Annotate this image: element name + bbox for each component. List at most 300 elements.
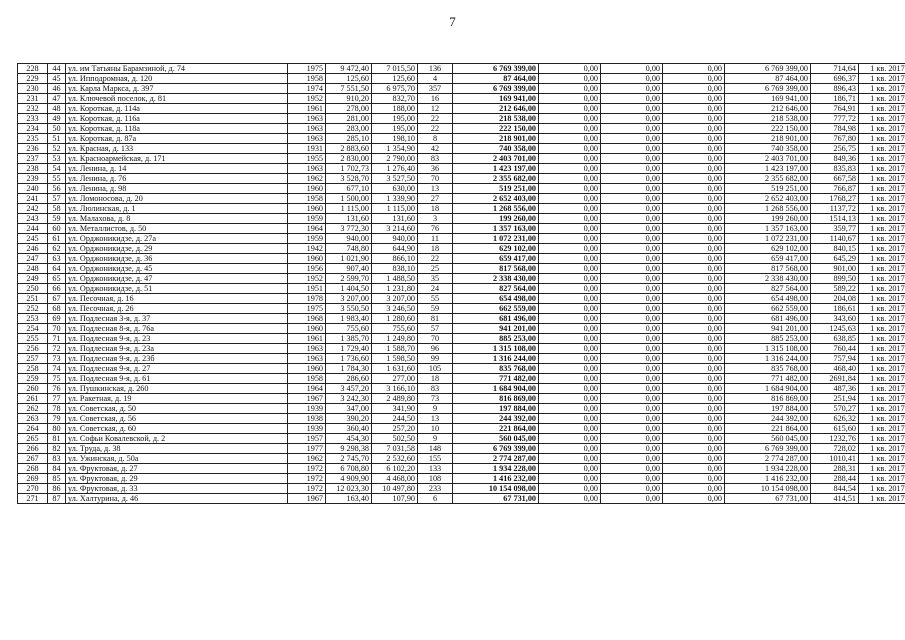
cell-owners-cost: 0,00 [663,194,725,204]
cell-owners-cost: 0,00 [663,134,725,144]
cell-fund-cost: 0,00 [539,114,601,124]
cell-cost-per-sqm: 728,02 [811,444,859,454]
cell-build-year: 1963 [288,134,326,144]
cell-local-number: 54 [48,164,66,174]
cell-cost-per-sqm: 589,22 [811,284,859,294]
cell-build-year: 1972 [288,464,326,474]
cell-cost-per-sqm: 186,61 [811,304,859,314]
cell-living-area: 940,00 [372,234,418,244]
table-row [18,254,905,264]
cell-residents: 25 [418,264,453,274]
cell-other-cost: 199 260,00 [725,214,811,224]
cell-address: ул. Малахова, д. 8 [66,214,288,224]
cell-living-area: 131,60 [372,214,418,224]
cell-cost-per-sqm: 1245,63 [811,324,859,334]
cell-address: ул. Подлесная 9-я, д. 23 [66,334,288,344]
cell-cost-per-sqm: 844,54 [811,484,859,494]
cell-owners-cost: 0,00 [663,104,725,114]
cell-total-area: 3 457,20 [326,384,372,394]
cell-local-number: 74 [48,364,66,374]
cell-total-cost: 629 102,00 [453,244,539,254]
cell-address: ул. Подлесная 9-я, д. 23б [66,354,288,364]
cell-fund-cost: 0,00 [539,154,601,164]
cell-build-year: 1939 [288,404,326,414]
table-row [18,364,905,374]
table-row [18,144,905,154]
cell-fund-cost: 0,00 [539,174,601,184]
cell-cost-per-sqm: 1010,41 [811,454,859,464]
cell-address: ул. Карла Маркса, д. 397 [66,84,288,94]
cell-row-number: 255 [18,334,48,344]
table-row [18,194,905,204]
cell-row-number: 259 [18,374,48,384]
cell-build-year: 1967 [288,394,326,404]
cell-total-cost: 771 482,00 [453,374,539,384]
cell-deadline: 1 кв. 2017 [859,124,905,134]
cell-budget-cost: 0,00 [601,444,663,454]
cell-row-number: 251 [18,294,48,304]
cell-budget-cost: 0,00 [601,354,663,364]
cell-address: ул. Ипподромная, д. 120 [66,74,288,84]
cell-other-cost: 67 731,00 [725,494,811,504]
cell-total-cost: 659 417,00 [453,254,539,264]
cell-fund-cost: 0,00 [539,194,601,204]
cell-total-area: 4 909,90 [326,474,372,484]
cell-total-cost: 218 901,00 [453,134,539,144]
cell-other-cost: 222 150,00 [725,124,811,134]
cell-total-cost: 835 768,00 [453,364,539,374]
cell-build-year: 1952 [288,274,326,284]
cell-local-number: 67 [48,294,66,304]
cell-living-area: 502,50 [372,434,418,444]
cell-residents: 6 [418,494,453,504]
cell-deadline: 1 кв. 2017 [859,114,905,124]
cell-residents: 105 [418,364,453,374]
cell-total-area: 677,10 [326,184,372,194]
cell-deadline: 1 кв. 2017 [859,154,905,164]
cell-budget-cost: 0,00 [601,184,663,194]
cell-total-area: 7 551,50 [326,84,372,94]
cell-cost-per-sqm: 2691,84 [811,374,859,384]
cell-fund-cost: 0,00 [539,74,601,84]
cell-fund-cost: 0,00 [539,474,601,484]
cell-residents: 22 [418,124,453,134]
cell-fund-cost: 0,00 [539,494,601,504]
cell-other-cost: 1 315 108,00 [725,344,811,354]
cell-total-cost: 1 423 197,00 [453,164,539,174]
cell-cost-per-sqm: 256,75 [811,144,859,154]
cell-total-cost: 827 564,00 [453,284,539,294]
cell-build-year: 1972 [288,484,326,494]
cell-cost-per-sqm: 766,87 [811,184,859,194]
table-row [18,164,905,174]
cell-cost-per-sqm: 896,43 [811,84,859,94]
cell-row-number: 253 [18,314,48,324]
cell-residents: 35 [418,274,453,284]
table-row [18,74,905,84]
cell-other-cost: 1 423 197,00 [725,164,811,174]
cell-cost-per-sqm: 615,60 [811,424,859,434]
cell-build-year: 1978 [288,294,326,304]
table-row [18,134,905,144]
cell-total-cost: 1 315 108,00 [453,344,539,354]
cell-budget-cost: 0,00 [601,74,663,84]
cell-total-cost: 1 072 231,00 [453,234,539,244]
cell-total-area: 9 472,40 [326,64,372,74]
cell-other-cost: 218 901,00 [725,134,811,144]
cell-total-area: 2 883,60 [326,144,372,154]
cell-cost-per-sqm: 343,60 [811,314,859,324]
cell-address: ул. Фруктовая, д. 33 [66,484,288,494]
cell-living-area: 1 598,50 [372,354,418,364]
cell-living-area: 2 532,60 [372,454,418,464]
cell-total-area: 3 207,00 [326,294,372,304]
cell-fund-cost: 0,00 [539,264,601,274]
cell-address: ул. Короткая, д. 116а [66,114,288,124]
table-row [18,94,905,104]
cell-fund-cost: 0,00 [539,464,601,474]
cell-residents: 133 [418,464,453,474]
cell-residents: 18 [418,374,453,384]
cell-living-area: 10 497,80 [372,484,418,494]
cell-deadline: 1 кв. 2017 [859,234,905,244]
cell-deadline: 1 кв. 2017 [859,254,905,264]
cell-fund-cost: 0,00 [539,484,601,494]
cell-cost-per-sqm: 835,83 [811,164,859,174]
cell-budget-cost: 0,00 [601,264,663,274]
cell-residents: 83 [418,154,453,164]
cell-residents: 18 [418,244,453,254]
cell-living-area: 1 276,40 [372,164,418,174]
cell-deadline: 1 кв. 2017 [859,314,905,324]
cell-budget-cost: 0,00 [601,234,663,244]
cell-living-area: 1 280,60 [372,314,418,324]
cell-build-year: 1959 [288,234,326,244]
cell-owners-cost: 0,00 [663,464,725,474]
cell-living-area: 6 975,70 [372,84,418,94]
cell-build-year: 1963 [288,164,326,174]
cell-budget-cost: 0,00 [601,144,663,154]
cell-living-area: 198,10 [372,134,418,144]
cell-other-cost: 835 768,00 [725,364,811,374]
cell-total-area: 285,10 [326,134,372,144]
cell-living-area: 3 166,10 [372,384,418,394]
cell-total-cost: 2 355 682,00 [453,174,539,184]
table-row [18,384,905,394]
cell-address: ул. Подлесная 8-я, д. 76а [66,324,288,334]
cell-address: ул. Ужинская, д. 50а [66,454,288,464]
table-row [18,64,905,74]
cell-build-year: 1958 [288,74,326,84]
cell-local-number: 69 [48,314,66,324]
cell-local-number: 81 [48,434,66,444]
cell-local-number: 86 [48,484,66,494]
cell-local-number: 55 [48,174,66,184]
cell-row-number: 249 [18,274,48,284]
cell-living-area: 107,90 [372,494,418,504]
cell-local-number: 79 [48,414,66,424]
cell-row-number: 254 [18,324,48,334]
cell-build-year: 1963 [288,124,326,134]
cell-total-cost: 2 403 701,00 [453,154,539,164]
cell-residents: 36 [418,164,453,174]
cell-other-cost: 659 417,00 [725,254,811,264]
cell-address: ул. Ракетная, д. 19 [66,394,288,404]
cell-address: ул. Красноармейская, д. 171 [66,154,288,164]
cell-build-year: 1951 [288,284,326,294]
cell-owners-cost: 0,00 [663,394,725,404]
cell-deadline: 1 кв. 2017 [859,374,905,384]
cell-living-area: 1 354,90 [372,144,418,154]
cell-local-number: 59 [48,214,66,224]
cell-cost-per-sqm: 764,91 [811,104,859,114]
cell-owners-cost: 0,00 [663,494,725,504]
cell-fund-cost: 0,00 [539,164,601,174]
cell-local-number: 73 [48,354,66,364]
cell-address: ул. Орджоникидзе, д. 47 [66,274,288,284]
cell-build-year: 1958 [288,374,326,384]
cell-local-number: 52 [48,144,66,154]
cell-budget-cost: 0,00 [601,424,663,434]
cell-fund-cost: 0,00 [539,144,601,154]
cell-owners-cost: 0,00 [663,414,725,424]
cell-other-cost: 1 934 228,00 [725,464,811,474]
cell-row-number: 250 [18,284,48,294]
cell-address: ул. Подлесная 9-я, д. 61 [66,374,288,384]
cell-deadline: 1 кв. 2017 [859,284,905,294]
cell-fund-cost: 0,00 [539,124,601,134]
cell-local-number: 46 [48,84,66,94]
cell-row-number: 258 [18,364,48,374]
cell-total-area: 163,40 [326,494,372,504]
cell-total-area: 125,60 [326,74,372,84]
cell-build-year: 1960 [288,184,326,194]
cell-row-number: 256 [18,344,48,354]
cell-deadline: 1 кв. 2017 [859,424,905,434]
cell-other-cost: 2 355 682,00 [725,174,811,184]
cell-owners-cost: 0,00 [663,424,725,434]
cell-total-area: 9 298,38 [326,444,372,454]
cell-address: ул. Пушкинская, д. 260 [66,384,288,394]
cell-row-number: 228 [18,64,48,74]
cell-total-cost: 662 559,00 [453,304,539,314]
cell-fund-cost: 0,00 [539,104,601,114]
cell-total-area: 1 115,00 [326,204,372,214]
cell-budget-cost: 0,00 [601,304,663,314]
cell-residents: 155 [418,454,453,464]
cell-deadline: 1 кв. 2017 [859,204,905,214]
cell-build-year: 1964 [288,224,326,234]
cell-budget-cost: 0,00 [601,134,663,144]
cell-other-cost: 654 498,00 [725,294,811,304]
cell-total-area: 910,20 [326,94,372,104]
table-row [18,294,905,304]
cell-row-number: 239 [18,174,48,184]
cell-total-cost: 221 864,00 [453,424,539,434]
cell-cost-per-sqm: 1768,27 [811,194,859,204]
cell-total-area: 131,60 [326,214,372,224]
table-row [18,104,905,114]
cell-row-number: 269 [18,474,48,484]
cell-address: ул. Орджоникидзе, д. 29 [66,244,288,254]
cell-total-area: 347,00 [326,404,372,414]
cell-total-area: 1 729,40 [326,344,372,354]
cell-cost-per-sqm: 204,08 [811,294,859,304]
table-row [18,84,905,94]
cell-build-year: 1952 [288,94,326,104]
cell-address: ул. Красная, д. 133 [66,144,288,154]
cell-total-area: 1 500,00 [326,194,372,204]
cell-owners-cost: 0,00 [663,154,725,164]
cell-address: ул. Ключевой поселок, д. 81 [66,94,288,104]
table-row [18,264,905,274]
cell-total-cost: 212 646,00 [453,104,539,114]
table-row [18,244,905,254]
cell-address: ул. Труда, д. 38 [66,444,288,454]
cell-residents: 83 [418,384,453,394]
table-row [18,464,905,474]
cell-living-area: 832,70 [372,94,418,104]
cell-deadline: 1 кв. 2017 [859,324,905,334]
cell-address: ул. Металлистов, д. 50 [66,224,288,234]
cell-fund-cost: 0,00 [539,424,601,434]
cell-total-cost: 67 731,00 [453,494,539,504]
cell-other-cost: 681 496,00 [725,314,811,324]
cell-total-cost: 740 358,00 [453,144,539,154]
cell-other-cost: 197 884,00 [725,404,811,414]
cell-total-cost: 654 498,00 [453,294,539,304]
cell-local-number: 66 [48,284,66,294]
cell-row-number: 267 [18,454,48,464]
table-row [18,284,905,294]
cell-address: ул. Подлесная 9-я, д. 27 [66,364,288,374]
cell-build-year: 1972 [288,474,326,484]
cell-fund-cost: 0,00 [539,384,601,394]
cell-budget-cost: 0,00 [601,464,663,474]
cell-fund-cost: 0,00 [539,84,601,94]
cell-local-number: 50 [48,124,66,134]
cell-budget-cost: 0,00 [601,384,663,394]
table-row [18,234,905,244]
cell-budget-cost: 0,00 [601,404,663,414]
cell-total-area: 1 784,30 [326,364,372,374]
cell-local-number: 72 [48,344,66,354]
cell-residents: 357 [418,84,453,94]
cell-total-area: 1 702,73 [326,164,372,174]
cell-total-area: 2 745,70 [326,454,372,464]
cell-row-number: 231 [18,94,48,104]
cell-cost-per-sqm: 757,94 [811,354,859,364]
cell-budget-cost: 0,00 [601,104,663,114]
cell-owners-cost: 0,00 [663,114,725,124]
cell-other-cost: 771 482,00 [725,374,811,384]
cell-build-year: 1963 [288,344,326,354]
table-row [18,154,905,164]
cell-other-cost: 2 774 287,00 [725,454,811,464]
cell-fund-cost: 0,00 [539,204,601,214]
cell-living-area: 125,60 [372,74,418,84]
cell-owners-cost: 0,00 [663,324,725,334]
table-row [18,374,905,384]
cell-deadline: 1 кв. 2017 [859,184,905,194]
cell-other-cost: 1 072 231,00 [725,234,811,244]
cell-living-area: 1 231,80 [372,284,418,294]
cell-total-cost: 2 774 287,00 [453,454,539,464]
cell-budget-cost: 0,00 [601,434,663,444]
cell-total-cost: 681 496,00 [453,314,539,324]
cell-build-year: 1957 [288,434,326,444]
cell-owners-cost: 0,00 [663,254,725,264]
cell-living-area: 195,00 [372,114,418,124]
cell-deadline: 1 кв. 2017 [859,144,905,154]
cell-deadline: 1 кв. 2017 [859,454,905,464]
table-row [18,204,905,214]
cell-residents: 10 [418,424,453,434]
cell-fund-cost: 0,00 [539,354,601,364]
cell-fund-cost: 0,00 [539,454,601,464]
cell-owners-cost: 0,00 [663,144,725,154]
cell-cost-per-sqm: 767,80 [811,134,859,144]
cell-fund-cost: 0,00 [539,364,601,374]
cell-owners-cost: 0,00 [663,474,725,484]
cell-owners-cost: 0,00 [663,234,725,244]
cell-living-area: 341,90 [372,404,418,414]
cell-fund-cost: 0,00 [539,274,601,284]
cell-row-number: 260 [18,384,48,394]
cell-residents: 233 [418,484,453,494]
cell-residents: 81 [418,314,453,324]
cell-row-number: 241 [18,194,48,204]
cell-budget-cost: 0,00 [601,324,663,334]
cell-fund-cost: 0,00 [539,284,601,294]
cell-cost-per-sqm: 840,15 [811,244,859,254]
cell-address: ул. Ленина, д. 76 [66,174,288,184]
cell-other-cost: 221 864,00 [725,424,811,434]
cell-other-cost: 1 416 232,00 [725,474,811,484]
cell-total-cost: 1 934 228,00 [453,464,539,474]
cell-residents: 99 [418,354,453,364]
cell-residents: 70 [418,334,453,344]
cell-other-cost: 1 684 904,00 [725,384,811,394]
cell-deadline: 1 кв. 2017 [859,104,905,114]
cell-budget-cost: 0,00 [601,124,663,134]
cell-cost-per-sqm: 667,58 [811,174,859,184]
cell-row-number: 237 [18,154,48,164]
cell-local-number: 51 [48,134,66,144]
cell-local-number: 83 [48,454,66,464]
cell-build-year: 1962 [288,454,326,464]
cell-living-area: 1 339,90 [372,194,418,204]
cell-cost-per-sqm: 784,98 [811,124,859,134]
cell-row-number: 271 [18,494,48,504]
cell-total-cost: 197 884,00 [453,404,539,414]
cell-living-area: 195,00 [372,124,418,134]
cell-total-area: 1 404,50 [326,284,372,294]
cell-cost-per-sqm: 288,44 [811,474,859,484]
cell-local-number: 63 [48,254,66,264]
cell-deadline: 1 кв. 2017 [859,244,905,254]
cell-owners-cost: 0,00 [663,164,725,174]
cell-build-year: 1975 [288,304,326,314]
cell-total-cost: 941 201,00 [453,324,539,334]
cell-budget-cost: 0,00 [601,204,663,214]
cell-budget-cost: 0,00 [601,314,663,324]
cell-local-number: 48 [48,104,66,114]
cell-fund-cost: 0,00 [539,214,601,224]
cell-address: ул. Орджоникидзе, д. 36 [66,254,288,264]
cell-deadline: 1 кв. 2017 [859,274,905,284]
cell-total-cost: 817 568,00 [453,264,539,274]
